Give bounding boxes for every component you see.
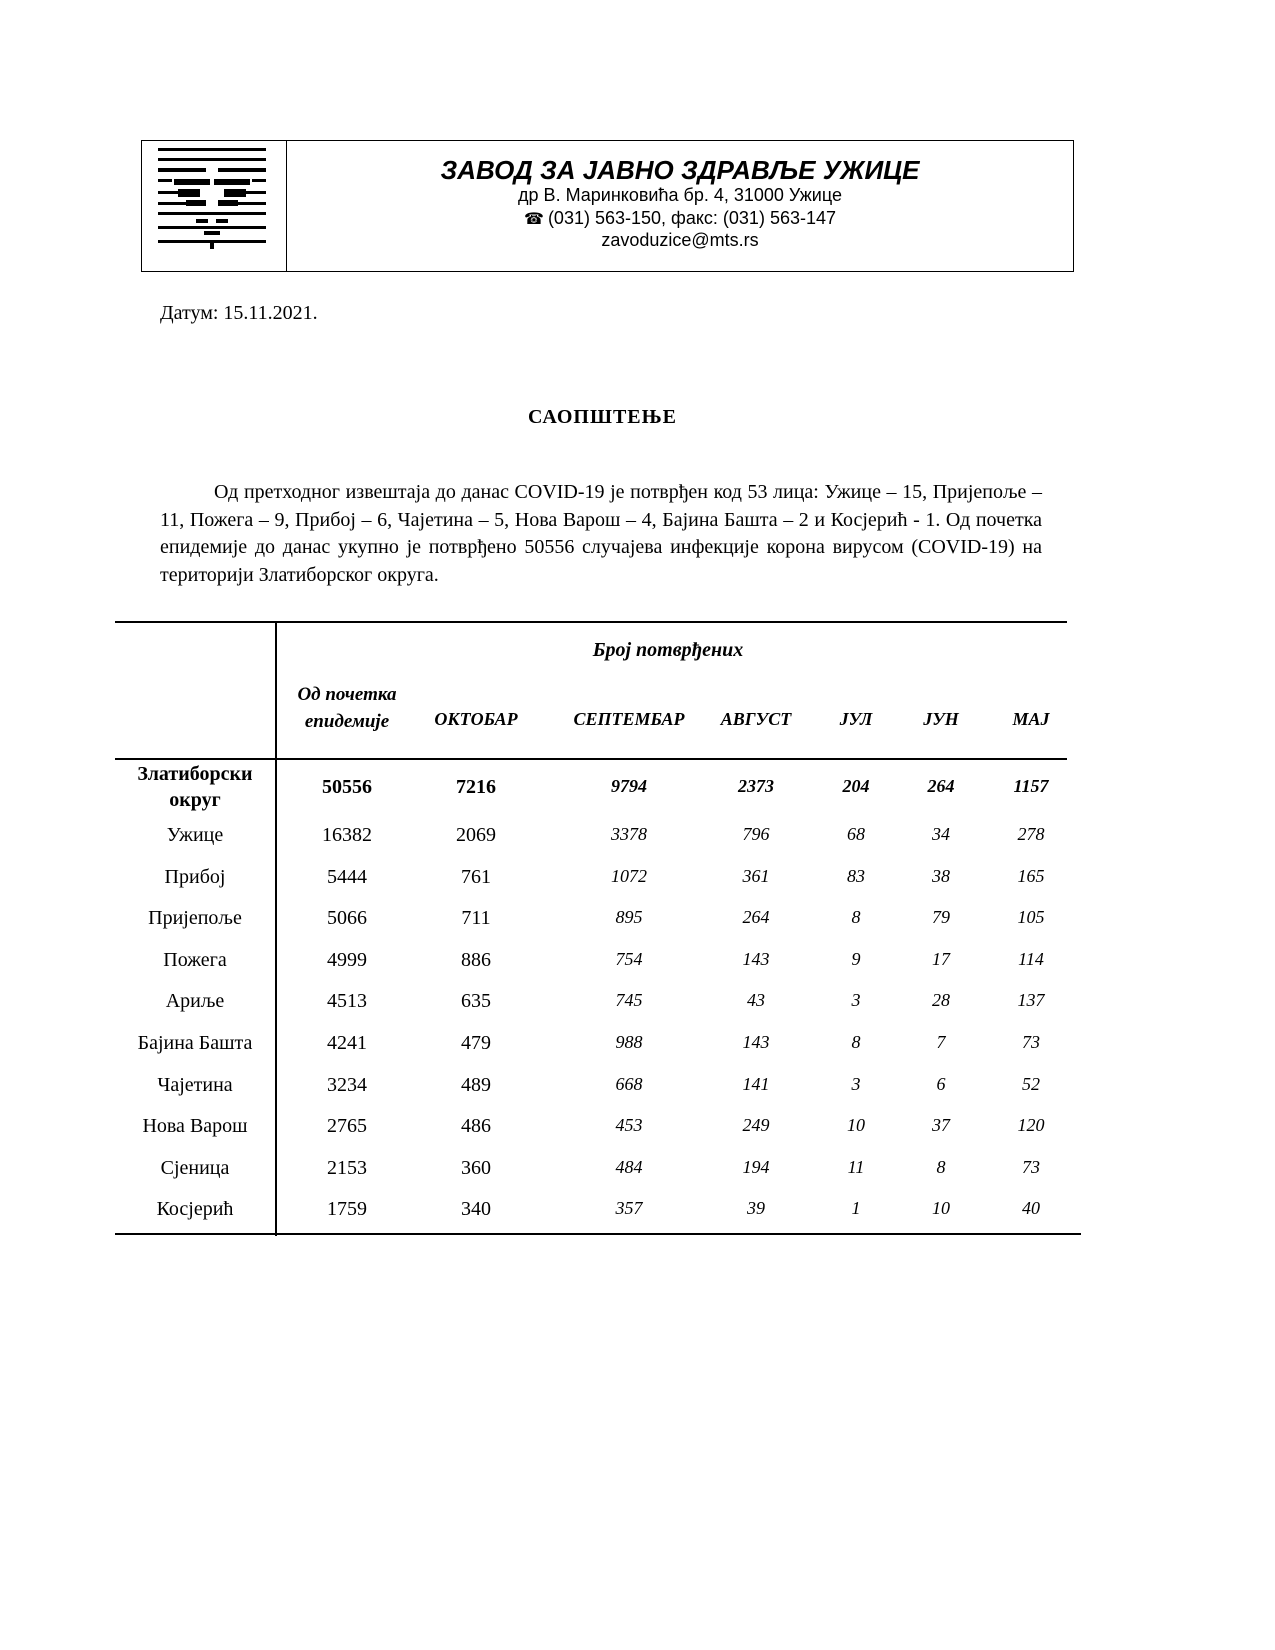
organization-info [287,141,1073,271]
table-cell: 10 [932,1198,950,1219]
table-cell: 249 [742,1115,770,1136]
column-header: АВГУСТ [720,709,792,729]
table-cell: 264 [742,907,770,928]
organization-address: др В. Маринковића бр. 4, 31000 Ужице [518,185,842,205]
table-cell: 360 [461,1156,491,1179]
table-cell: 361 [742,865,770,886]
row-name: Златиборски округ [137,763,253,811]
table-cell: 886 [461,948,491,971]
logo-cell [142,141,287,271]
table-cell: 761 [461,865,491,888]
phone-fax-text: (031) 563-150, факс: (031) 563-147 [547,208,836,228]
table-cell: 8 [851,907,861,928]
table-cell: 37 [932,1115,950,1136]
row-name: Пожега [163,948,227,971]
table-cell: 5444 [327,865,367,888]
table-cell: 165 [1017,865,1045,886]
group-header: Број потврђених [592,639,744,661]
table-cell: 16382 [322,824,372,846]
table-cell: 52 [1022,1073,1040,1094]
table-cell: 486 [461,1115,491,1138]
column-header: СЕПТЕМБАР [573,709,685,729]
phone-icon: ☎ [524,211,544,228]
table-cell: 668 [615,1073,643,1094]
table-cell: 38 [932,865,950,886]
row-name: Косјерић [156,1198,234,1221]
table-cell: 988 [615,1032,643,1052]
table-cell: 73 [1022,1156,1040,1177]
table-cell: 43 [747,990,765,1011]
table-cell: 796 [742,824,770,844]
table-cell: 114 [1018,948,1044,969]
table-cell: 711 [461,907,491,930]
row-name: Сјеница [160,1156,230,1179]
row-name: Бајина Башта [137,1032,253,1054]
table-cell: 635 [461,990,491,1013]
table-cell: 9 [851,948,861,969]
table-cell: 73 [1022,1032,1040,1052]
table-cell: 1759 [327,1198,367,1221]
document-date: Датум: 15.11.2021. [160,302,318,324]
institute-logo [156,145,268,265]
table-cell: 5066 [327,907,367,930]
table-cell: 340 [461,1198,491,1221]
total-cell: 204 [842,776,870,796]
table-cell: 105 [1017,907,1045,928]
table-cell: 83 [847,865,865,886]
total-cell: 264 [927,776,955,796]
table-cell: 8 [851,1032,861,1052]
total-cell: 2373 [738,776,774,796]
row-name: Пријепоље [148,907,242,930]
table-cell: 895 [615,907,643,928]
table-cell: 17 [932,948,950,969]
table-cell: 1072 [611,865,647,886]
total-cell: 9794 [611,776,647,796]
table-cell: 2153 [327,1156,367,1179]
total-cell: 1157 [1013,776,1049,796]
table-bottom-rule [115,1233,1081,1235]
table-cell: 357 [615,1198,643,1219]
table-cell: 278 [1017,824,1045,844]
table-cell: 68 [847,824,865,844]
table-cell: 10 [847,1115,865,1136]
column-header: МАЈ [1012,709,1050,729]
row-name: Чајетина [157,1073,233,1096]
table-cell: 453 [615,1115,643,1136]
organization-email: zavoduzice@mts.rs [601,230,759,250]
table-header-rule [115,758,1067,760]
row-name: Нова Варош [142,1115,248,1138]
table-cell: 479 [461,1032,491,1054]
table-cell: 40 [1022,1198,1040,1219]
table-cell: 7 [936,1032,946,1052]
table-cell: 143 [742,1032,770,1052]
column-header: Од почетка епидемије [297,684,397,732]
announcement-body: Од претходног извештаја до данас COVID-19 је потврђен код 53 лица: Ужице – 15, Пријепоље – 11, Пожега – 9, Прибој – 6, Чајетина – 5, Нова Варош – 4, Бајина Башта – 2 и Косјерић - 1. Од почетка епидемије до данас укупно је потврђено 50556 случајева инфекције корона вирусом (COVID-19) на територији Златиборског округа. [160,481,1042,586]
table-cell: 4513 [327,990,367,1013]
table-cell: 28 [932,990,950,1011]
table-cell: 8 [936,1156,946,1177]
column-header: ЈУН [923,709,959,729]
column-header: ЈУЛ [839,709,873,729]
table-cell: 79 [932,907,950,928]
table-cell: 34 [932,824,950,844]
table-cell: 143 [742,948,770,969]
table-top-rule [115,621,1067,623]
table-cell: 745 [615,990,643,1011]
row-name: Ужице [166,824,224,846]
table-cell: 120 [1017,1115,1045,1136]
table-cell: 194 [742,1156,770,1177]
row-name: Прибој [164,865,226,888]
document-title: САОПШТЕЊЕ [527,406,678,428]
table-cell: 4999 [327,948,367,971]
table-cell: 484 [615,1156,643,1177]
table-cell: 3234 [327,1073,367,1096]
total-cell: 7216 [456,776,496,798]
organization-name: ЗАВОД ЗА ЈАВНО ЗДРАВЉЕ УЖИЦЕ [440,155,920,185]
row-name: Ариље [165,990,225,1013]
organization-phone [287,208,1073,229]
table-cell: 2069 [456,824,496,846]
table-cell: 39 [747,1198,765,1219]
table-cell: 3 [851,1073,861,1094]
table-column-separator [275,621,277,1236]
total-cell: 50556 [322,776,372,798]
letterhead [141,140,1074,272]
table-cell: 489 [461,1073,491,1096]
table-cell: 4241 [327,1032,367,1054]
table-cell: 2765 [327,1115,367,1138]
table-cell: 141 [742,1073,770,1094]
table-cell: 3 [851,990,861,1011]
column-header: ОКТОБАР [434,709,518,729]
table-cell: 137 [1017,990,1045,1011]
table-cell: 11 [847,1156,865,1177]
table-cell: 3378 [611,824,647,844]
table-cell: 6 [936,1073,946,1094]
table-cell: 1 [851,1198,861,1219]
table-cell: 754 [615,948,643,969]
